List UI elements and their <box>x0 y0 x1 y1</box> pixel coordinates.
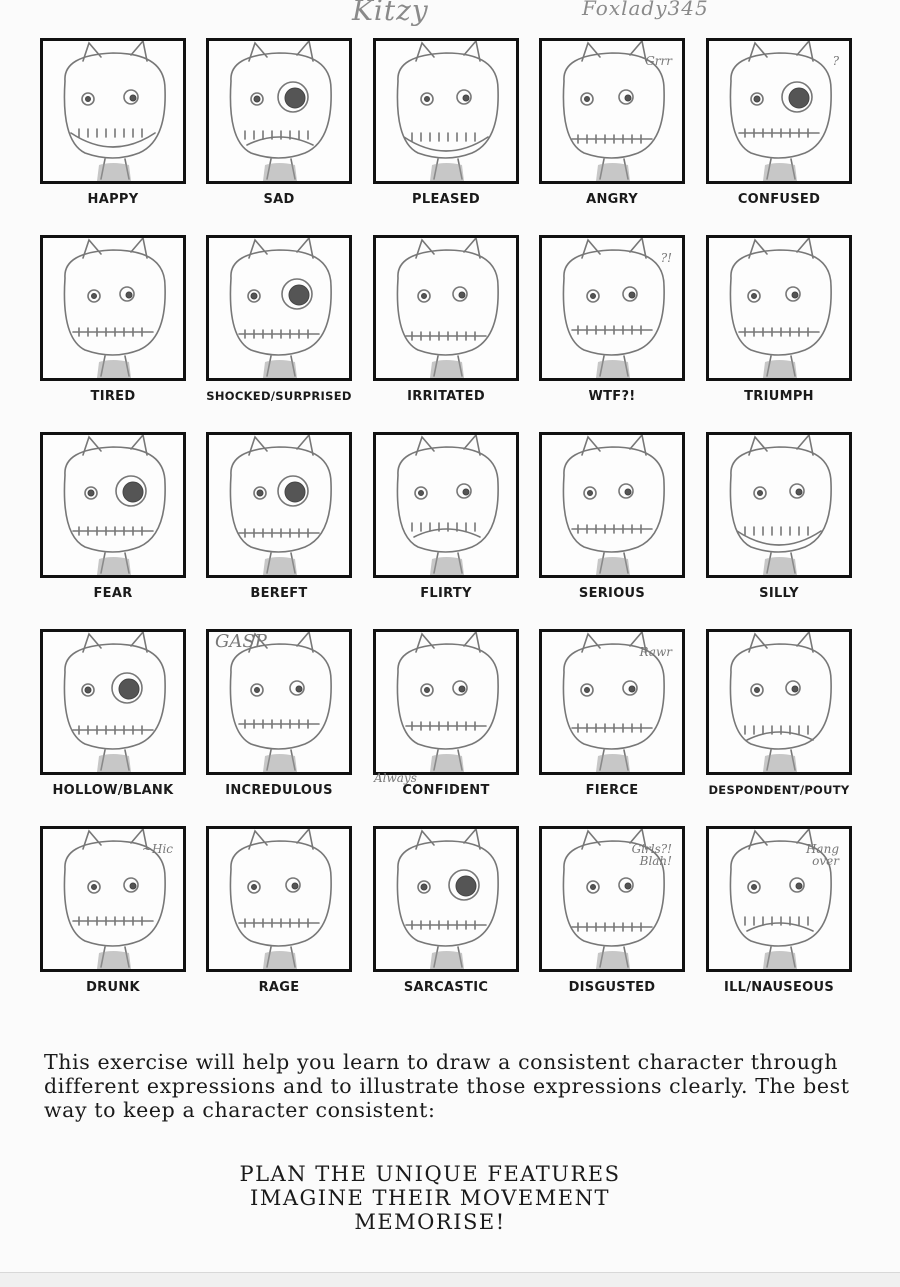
expression-label: ANGRY <box>586 192 638 207</box>
author-signature: Foxlady345 <box>582 0 709 20</box>
expression-cell-disgusted <box>539 826 691 1002</box>
sketch-panel <box>40 38 186 184</box>
sketch-panel <box>40 629 186 775</box>
doodle-note: ?! <box>660 251 672 265</box>
expression-label: SERIOUS <box>578 586 646 601</box>
expression-label: TRIUMPH <box>744 389 814 404</box>
sketch-panel <box>40 235 186 381</box>
expression-cell-triumph <box>706 235 858 411</box>
expression-label: TIRED <box>90 389 136 404</box>
expression-label: SARCASTIC <box>403 980 489 995</box>
expression-label: FEAR <box>93 586 133 601</box>
expression-label: SAD <box>263 192 295 207</box>
expression-cell-ill-nauseous <box>706 826 858 1002</box>
expression-label: BEREFT <box>250 586 308 601</box>
expression-label: CONFUSED <box>737 192 821 207</box>
sketch-panel <box>40 432 186 578</box>
sketch-panel <box>206 629 352 775</box>
expression-cell-wtf <box>539 235 691 411</box>
sketch-panel <box>539 432 685 578</box>
expression-label: INCREDULOUS <box>225 783 333 798</box>
page-edge <box>0 1272 900 1287</box>
expression-cell-despondent-pouty <box>706 629 858 805</box>
tip-imagine: IMAGINE THEIR MOVEMENT <box>250 1186 610 1210</box>
tip-memorise: MEMORISE! <box>354 1210 506 1234</box>
expression-label: FLIRTY <box>420 586 472 601</box>
expression-cell-silly <box>706 432 858 608</box>
sketch-panel <box>206 235 352 381</box>
expression-cell-confused <box>706 38 858 214</box>
sketch-panel <box>373 629 519 785</box>
sketch-panel <box>539 235 685 381</box>
expression-cell-pleased <box>373 38 525 214</box>
expression-label: HOLLOW/BLANK <box>52 783 174 798</box>
expression-cell-tired <box>40 235 192 411</box>
expression-cell-fear <box>40 432 192 608</box>
expression-label: WTF?! <box>588 389 636 404</box>
doodle-note: Always <box>374 771 417 785</box>
sketch-panel <box>706 826 852 972</box>
expression-cell-sarcastic <box>373 826 525 1002</box>
sketch-panel <box>706 235 852 381</box>
doodle-note: ? <box>832 54 839 68</box>
sketch-panel <box>373 38 519 184</box>
sketch-panel <box>706 38 852 184</box>
sketch-panel <box>539 38 685 184</box>
title-signature: Kitzy <box>352 0 429 27</box>
expression-cell-sad <box>206 38 358 214</box>
sketch-panel <box>206 432 352 578</box>
tip-plan: PLAN THE UNIQUE FEATURES <box>239 1162 621 1186</box>
doodle-note: Hang over <box>805 842 839 868</box>
expression-label: CONFIDENT <box>402 783 490 798</box>
expression-label: DESPONDENT/POUTY <box>708 783 850 797</box>
expression-cell-rage <box>206 826 358 1002</box>
expression-cell-drunk <box>40 826 192 1002</box>
expression-label: FIERCE <box>585 783 639 798</box>
sketch-panel <box>40 826 186 972</box>
sketch-panel <box>206 826 352 972</box>
expression-cell-irritated <box>373 235 525 411</box>
expression-cell-happy <box>40 38 192 214</box>
expression-label: DISGUSTED <box>568 980 656 995</box>
expression-cell-serious <box>539 432 691 608</box>
expression-label: RAGE <box>258 980 300 995</box>
instructions-paragraph: This exercise will help you learn to draw a consistent character through different expressions and to illustrate those expressions clearly. The best way to keep a character consistent: <box>44 1050 850 1122</box>
expression-cell-bereft <box>206 432 358 608</box>
expression-cell-incredulous <box>206 629 358 805</box>
expression-cell-angry <box>539 38 691 214</box>
expression-cell-confident <box>373 629 525 805</box>
expression-label: SHOCKED/SURPRISED <box>206 389 352 403</box>
expression-label: DRUNK <box>86 980 140 995</box>
doodle-note: Grrr <box>645 54 672 68</box>
doodle-note: GASP <box>215 631 267 652</box>
sketch-panel <box>206 38 352 184</box>
doodle-note: Rawr <box>639 645 672 659</box>
expression-label: IRRITATED <box>407 389 485 404</box>
expression-cell-flirty <box>373 432 525 608</box>
expression-label: SILLY <box>759 586 799 601</box>
doodle-note: Girls?! Blah! <box>631 842 672 868</box>
sketch-panel <box>539 826 685 972</box>
expression-cell-hollow-blank <box>40 629 192 805</box>
sketch-panel <box>373 235 519 381</box>
doodle-note: ~Hic <box>141 842 173 856</box>
tips-list <box>200 1162 660 1234</box>
expression-label: ILL/NAUSEOUS <box>723 980 835 995</box>
expression-cell-fierce <box>539 629 691 805</box>
expression-label: PLEASED <box>412 192 480 207</box>
sketch-panel <box>539 629 685 775</box>
sketch-panel <box>373 826 519 972</box>
sketch-panel <box>706 432 852 578</box>
expression-cell-shocked-surprised <box>206 235 358 411</box>
sketch-panel <box>373 432 519 578</box>
expression-label: HAPPY <box>87 192 139 207</box>
sketch-panel <box>706 629 852 775</box>
